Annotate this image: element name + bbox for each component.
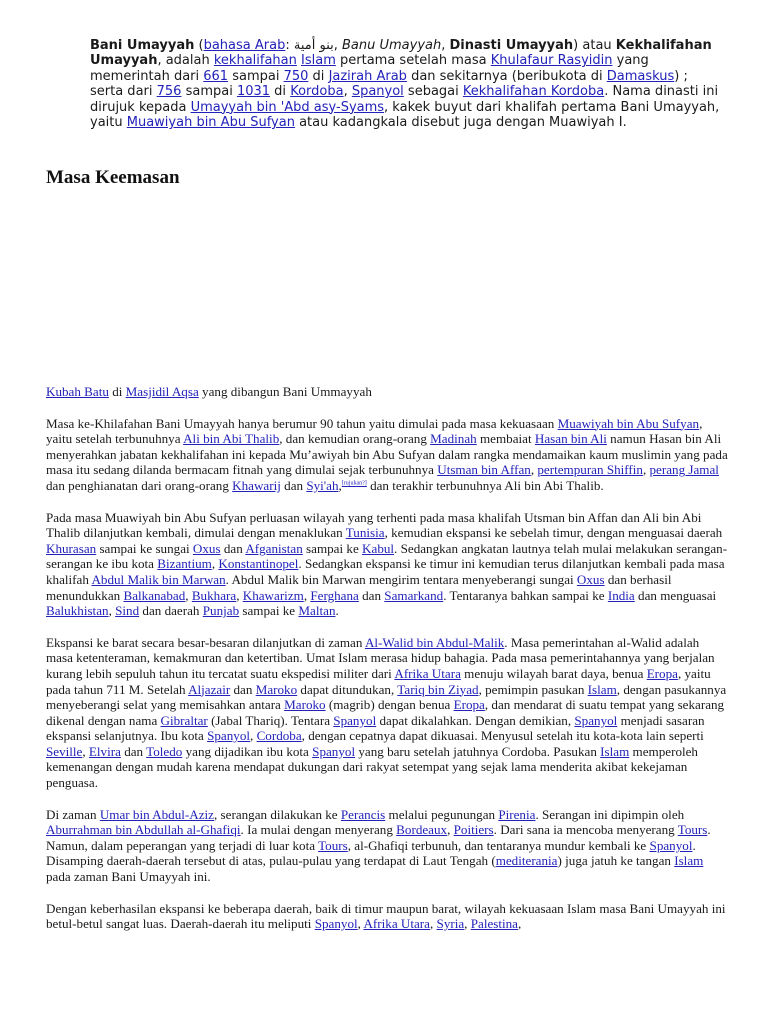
link-hasan-bin-ali[interactable]: Hasan bin Ali: [534, 431, 607, 447]
link-india[interactable]: India: [607, 587, 635, 603]
text: , kakek buyut dari khalifah pertama Bani Umayyah, yaitu: [90, 99, 720, 131]
text: (magrib) dengan benua: [325, 697, 454, 713]
text: menjadi sasaran ekspansi selanjutnya. Ibu kota: [46, 712, 705, 744]
link-661[interactable]: 661: [203, 68, 229, 84]
link-islam[interactable]: Islam: [674, 853, 704, 869]
link-gibraltar[interactable]: Gibraltar: [160, 712, 208, 728]
link-spanyol[interactable]: Spanyol: [207, 728, 251, 744]
link-islam[interactable]: Islam: [587, 681, 617, 697]
link-cordoba[interactable]: Cordoba: [256, 728, 302, 744]
link-khurasan[interactable]: Khurasan: [46, 540, 97, 556]
text: , serangan dilakukan ke: [214, 806, 341, 822]
link-bukhara[interactable]: Bukhara: [191, 587, 237, 603]
paragraph-2: [46, 510, 728, 619]
text: .: [335, 603, 339, 619]
link-oxus[interactable]: Oxus: [576, 571, 605, 587]
text: ,: [303, 587, 311, 603]
text: Dengan keberhasilan ekspansi ke beberapa daerah, baik di timur maupun barat, wilayah kekuasaan Islam masa Bani Umayyah ini betul-betul sangat luas. Daerah-daerah itu meliputi: [46, 900, 726, 932]
text: ,: [338, 477, 342, 493]
link-kordoba[interactable]: Kordoba: [290, 84, 344, 100]
link-madinah[interactable]: Madinah: [430, 431, 477, 447]
link-afganistan[interactable]: Afganistan: [245, 540, 303, 556]
text: ,: [236, 587, 243, 603]
text: atau kadangkala disebut juga dengan Muawiyah I.: [294, 115, 627, 131]
text: Ekspansi ke barat secara besar-besaran dilanjutkan di zaman: [46, 634, 365, 650]
text: dan penghianatan dari orang-orang: [46, 477, 233, 493]
link-kabul[interactable]: Kabul: [362, 540, 395, 556]
link-sind[interactable]: Sind: [115, 603, 140, 619]
text: ,: [357, 916, 364, 932]
link-khawarizm[interactable]: Khawarizm: [242, 587, 304, 603]
link-spanyol[interactable]: Spanyol: [312, 743, 356, 759]
text: sampai: [181, 84, 237, 100]
text: dan: [230, 681, 256, 697]
text: . Disamping daerah-daerah tersebut di atas, pulau-pulau yang terdapat di Laut Tengah (: [46, 837, 696, 869]
bold-term: Bani Umayyah: [90, 38, 195, 53]
text: Di zaman: [46, 806, 100, 822]
link-masjidil-aqsa[interactable]: Masjidil Aqsa: [125, 384, 199, 399]
intro-section: [90, 38, 720, 130]
link-afrika-utara[interactable]: Afrika Utara: [394, 665, 461, 681]
link-konstantinopel[interactable]: Konstantinopel: [218, 556, 299, 572]
link-tunisia[interactable]: Tunisia: [345, 525, 385, 541]
text: ,: [530, 462, 538, 478]
paragraph-4: [46, 807, 728, 885]
text: , dan kemudian orang-orang: [279, 431, 431, 447]
text: ) ; serta dari: [90, 68, 688, 100]
text: . Sedangkan ekspansi ke timur ini kemudian terus dilanjutkan kembali pada masa khalifah: [46, 556, 725, 587]
citation-needed-link[interactable]: [rujukan?]: [341, 480, 367, 487]
text: , yaitu setelah terbunuhnya: [46, 415, 703, 447]
text: dan: [220, 540, 246, 556]
text: ) atau: [573, 38, 616, 53]
link-khawarij[interactable]: Khawarij: [232, 477, 281, 493]
text: dapat dikalahkan. Dengan demikian,: [376, 712, 575, 728]
link-maltan[interactable]: Maltan: [298, 603, 336, 619]
article-body: [46, 384, 728, 948]
link-tariq-bin-ziyad[interactable]: Tariq bin Ziyad: [397, 681, 479, 697]
text: ,: [642, 462, 650, 478]
text: dan menguasai: [634, 587, 717, 603]
link-toledo[interactable]: Toledo: [146, 743, 183, 759]
text: membaiat: [476, 431, 535, 447]
text: sampai ke: [302, 540, 363, 556]
text: di: [308, 68, 329, 84]
text: . Namun, dalam peperangan yang terjadi di luar kota: [46, 822, 711, 853]
link-maroko[interactable]: Maroko: [255, 681, 298, 697]
text: yang memerintah dari: [90, 53, 649, 84]
link-damaskus[interactable]: Damaskus: [606, 68, 675, 84]
link-spanyol[interactable]: Spanyol: [649, 837, 693, 853]
section-heading: Masa Keemasan: [46, 167, 180, 188]
text: . Tentaranya bahkan sampai ke: [443, 587, 608, 603]
paragraph-1: [46, 416, 728, 494]
text: , adalah: [157, 53, 214, 69]
intro-paragraph: [90, 38, 720, 130]
text: Masa ke-Khilafahan Bani Umayyah hanya berumur 90 tahun yaitu dimulai pada masa kekuasaan: [46, 415, 558, 431]
text: . Dari sana ia mencoba menyerang: [493, 822, 678, 838]
link-balukhistan[interactable]: Balukhistan: [46, 603, 109, 619]
text: , pemimpin pasukan: [478, 681, 588, 697]
link-eropa[interactable]: Eropa: [646, 665, 678, 681]
link-pirenia[interactable]: Pirenia: [498, 806, 536, 822]
link-pertempuran-shiffin[interactable]: pertempuran Shiffin: [537, 462, 643, 478]
text: ) juga jatuh ke tangan: [557, 853, 675, 869]
link-khulafaur-rasyidin[interactable]: Khulafaur Rasyidin: [490, 53, 613, 69]
text: , kemudian ekspansi ke sebelah timur, dengan menguasai daerah: [384, 525, 723, 541]
link-palestina[interactable]: Palestina: [470, 916, 518, 932]
text: memperoleh kemenangan dengan mudah karena mendapat dukungan dari rakyat setempat yang sejak lama menderita akibat kekejaman penguasa.: [46, 743, 698, 791]
text: pertama setelah masa: [335, 53, 491, 69]
link-punjab[interactable]: Punjab: [202, 603, 240, 619]
text: di: [108, 384, 126, 399]
text: namun Hasan bin Ali menyerahkan jabatan kekhalifahan ini kepada Mu’awiyah bin Abu Sufyan dalam rangka mendamaikan kaum muslimin yang pada masa itu sedang dilanda bermacam fitnah yang dimulai sejak terbunuhnya: [46, 431, 728, 478]
link-750[interactable]: 750: [283, 68, 309, 84]
link-bizantium[interactable]: Bizantium: [157, 556, 212, 572]
link-ferghana[interactable]: Ferghana: [310, 587, 359, 603]
text: . Masa pemerintahan al-Walid adalah masa ketenteraman, kemakmuran dan ketertiban. Umat Islam merasa hidup bahagia. Pada masa pemerintahannya yang berjalan kurang lebih sepuluh tahun itu tercatat suatu ekspedisi militer dari: [46, 634, 715, 681]
text: (: [194, 38, 204, 53]
text: menuju wilayah barat daya, benua: [460, 665, 647, 681]
image-placeholder: [46, 205, 726, 375]
link-syiah[interactable]: Syi'ah: [306, 477, 339, 493]
text: . Abdul Malik bin Marwan mengirim tentara menyeberangi sungai: [225, 571, 577, 587]
text: . Ia mulai dengan menyerang: [240, 822, 397, 838]
text: sampai ke: [239, 603, 299, 619]
text: ,: [250, 728, 257, 744]
text: : بنو أمية,: [285, 38, 342, 53]
link-maroko[interactable]: Maroko: [284, 697, 326, 713]
link-islam[interactable]: Islam: [600, 743, 630, 759]
link-kekhalifahan-kordoba[interactable]: Kekhalifahan Kordoba: [462, 84, 605, 100]
link-eropa[interactable]: Eropa: [453, 697, 485, 713]
text: yang dibangun Bani Ummayyah: [198, 384, 372, 399]
link-kubah-batu[interactable]: Kubah Batu: [46, 384, 109, 399]
text: sampai ke sungai: [96, 540, 193, 556]
text: sebagai: [403, 84, 463, 100]
text: di: [270, 84, 291, 100]
link-spanyol[interactable]: Spanyol: [351, 84, 404, 100]
link-oxus[interactable]: Oxus: [192, 540, 221, 556]
text: dan berhasil menundukkan: [46, 571, 672, 603]
text: ,: [211, 556, 219, 572]
link-tours[interactable]: Tours: [677, 822, 708, 838]
text: melalui pegunungan: [385, 806, 499, 822]
link-bordeaux[interactable]: Bordeaux: [396, 822, 448, 838]
text: ,: [518, 916, 522, 932]
text: yang baru setelah jatuhnya Cordoba. Pasukan: [355, 743, 601, 759]
text: sampai: [228, 68, 284, 84]
text: . Sedangkan angkatan lautnya telah mulai melakukan serangan-serangan ke ibu kota: [46, 540, 728, 572]
image-caption: [46, 384, 728, 400]
text: ,: [447, 822, 454, 838]
link-perancis[interactable]: Perancis: [340, 806, 386, 822]
link-jazirah-arab[interactable]: Jazirah Arab: [328, 68, 407, 84]
link-bahasa-arab[interactable]: bahasa Arab: [203, 38, 286, 53]
link-kekhalifahan[interactable]: kekhalifahan: [213, 53, 297, 69]
text: ,: [185, 587, 192, 603]
link-tours[interactable]: Tours: [318, 837, 348, 853]
link-umayyah-bin-abd-asy-syams[interactable]: Umayyah bin 'Abd asy-Syams: [190, 99, 385, 115]
text: dan daerah: [139, 603, 203, 619]
text: dan: [120, 743, 147, 759]
text: ,: [82, 743, 89, 759]
link-perang-jamal[interactable]: perang Jamal: [649, 462, 719, 478]
text: . Serangan ini dipimpin oleh: [535, 806, 685, 822]
link-elvira[interactable]: Elvira: [88, 743, 121, 759]
link-al-walid[interactable]: Al-Walid bin Abdul-Malik: [364, 634, 505, 650]
text: ,: [429, 916, 437, 932]
paragraph-3: [46, 635, 728, 791]
paragraph-5: [46, 901, 728, 932]
link-spanyol[interactable]: Spanyol: [574, 712, 618, 728]
link-poitiers[interactable]: Poitiers: [453, 822, 494, 838]
text: , dengan pasukannya menyeberangi selat yang memisahkan antara: [46, 681, 727, 713]
link-abdul-malik-bin-marwan[interactable]: Abdul Malik bin Marwan: [91, 571, 226, 587]
text: dan sekitarnya (beribukota di: [406, 68, 607, 84]
bold-term: Dinasti Umayyah: [449, 38, 574, 53]
link-756[interactable]: 756: [156, 84, 182, 100]
text: dan: [358, 587, 385, 603]
link-afrika-utara[interactable]: Afrika Utara: [363, 916, 430, 932]
text: yang dijadikan ibu kota: [182, 743, 313, 759]
text: . Nama dinasti ini dirujuk kepada: [90, 84, 719, 115]
text: (Jabal Thariq). Tentara: [207, 712, 334, 728]
link-aburrahman-al-ghafiqi[interactable]: Aburrahman bin Abdullah al-Ghafiqi: [46, 822, 241, 838]
link-spanyol[interactable]: Spanyol: [333, 712, 377, 728]
italic-term: Banu Umayyah: [342, 38, 442, 53]
text: ,: [343, 84, 352, 100]
text: pada zaman Bani Umayyah ini.: [46, 869, 211, 885]
link-seville[interactable]: Seville: [46, 743, 83, 759]
text: dapat ditundukan,: [297, 681, 398, 697]
link-ali-bin-abi-thalib[interactable]: Ali bin Abi Thalib: [183, 431, 280, 447]
link-syria[interactable]: Syria: [436, 916, 465, 932]
text: ,: [108, 603, 116, 619]
text: , dan mendarat di suatu tempat yang sekarang dikenal dengan nama: [46, 697, 725, 728]
link-umar-bin-abdul-aziz[interactable]: Umar bin Abdul-Aziz: [99, 806, 214, 822]
link-samarkand[interactable]: Samarkand: [384, 587, 444, 603]
link-1031[interactable]: 1031: [236, 84, 271, 100]
text: , al-Ghafiqi terbunuh, dan tentaranya mundur kembali ke: [347, 837, 650, 853]
link-spanyol[interactable]: Spanyol: [314, 916, 358, 932]
link-muawiyah-bin-abu-sufyan[interactable]: Muawiyah bin Abu Sufyan: [126, 115, 295, 131]
link-aljazair[interactable]: Aljazair: [188, 681, 231, 697]
text: ,: [441, 38, 450, 53]
link-balkanabad[interactable]: Balkanabad: [123, 587, 186, 603]
text: , yaitu pada tahun 711 M. Setelah: [46, 665, 711, 697]
text: dan: [280, 477, 307, 493]
text: ,: [464, 916, 471, 932]
link-islam[interactable]: Islam: [301, 53, 336, 69]
bold-term: Kekhalifahan Umayyah: [90, 38, 712, 69]
text: , dengan cepatnya dapat dikuasai. Menyusul setelah itu kota-kota lain seperti: [301, 728, 704, 744]
link-muawiyah[interactable]: Muawiyah bin Abu Sufyan: [557, 415, 700, 431]
link-utsman-bin-affan[interactable]: Utsman bin Affan: [437, 462, 531, 478]
text: Pada masa Muawiyah bin Abu Sufyan perluasan wilayah yang terhenti pada masa khalifah Utsman bin Affan dan Ali bin Abi Thalib dilanjutkan kembali, dimulai dengan menaklukan: [46, 509, 702, 541]
link-mediterania[interactable]: mediterania: [495, 853, 558, 869]
text: dan terakhir terbunuhnya Ali bin Abi Thalib.: [366, 477, 604, 493]
